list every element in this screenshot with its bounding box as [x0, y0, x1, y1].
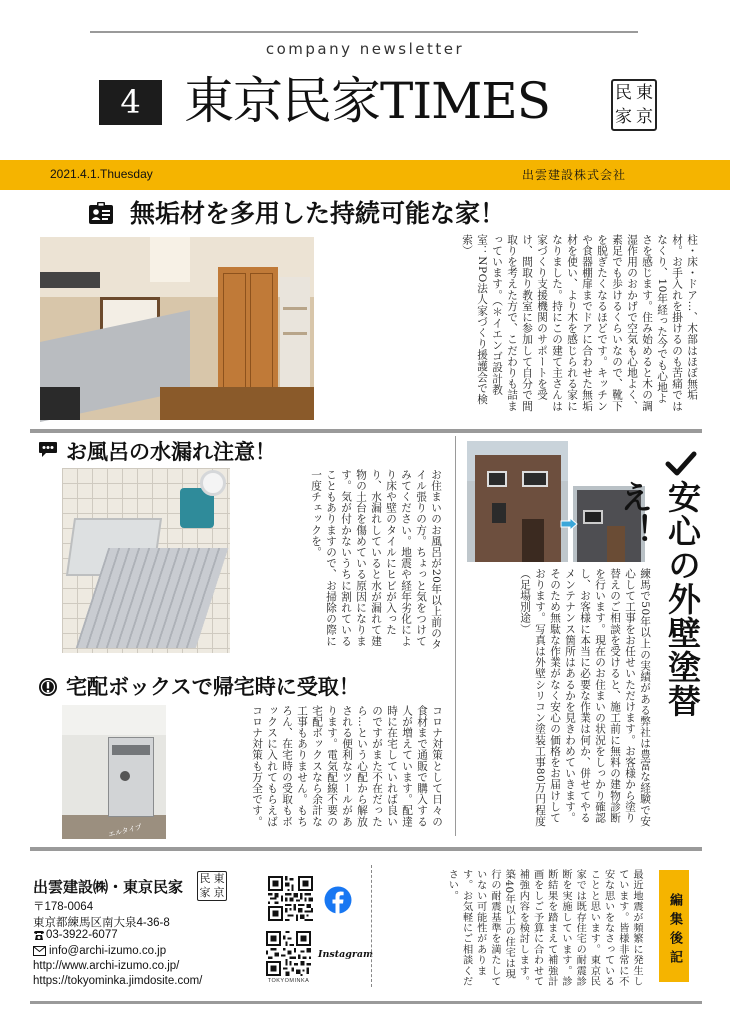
- footer-url-site[interactable]: https://tokyominka.jimdosite.com/: [33, 975, 203, 987]
- house-photo-before: [467, 441, 568, 562]
- arrow-right-icon: [561, 518, 577, 530]
- newsletter-subtitle: company newsletter: [265, 40, 465, 58]
- qr-caption: TOKYOMINKA: [267, 978, 310, 984]
- article3-title: 安心の外壁塗替え！: [615, 480, 702, 718]
- issue-number: 4: [99, 80, 162, 125]
- phone-icon: [33, 930, 45, 941]
- footer-url-company[interactable]: http://www.archi-izumo.co.jp/: [33, 960, 180, 972]
- editor-note-body: 最近地震が頻繁に発生しています。皆様非常に不安な思いをなさっていることと思います。東京民家では既存住宅の耐震診断を実施しています。診断結果を踏まえて補強計画をしご予算に合わせて補強内容を検討します。築40年以上の住宅は現行の耐震基準を満たしていない可能性があります。お気軽にご相談ください。: [446, 869, 642, 987]
- logo-char: 京: [213, 886, 225, 899]
- logo-char: 家: [199, 886, 211, 899]
- qr-code-instagram[interactable]: [266, 931, 311, 976]
- footer-email-row: [33, 945, 166, 957]
- article4-title: 宅配ボックスで帰宅時に受取！: [66, 674, 360, 699]
- footer-email[interactable]: info@archi-izumo.co.jp: [49, 945, 167, 957]
- section-divider: [30, 429, 702, 433]
- footer-phone[interactable]: 03-3922-6077: [46, 929, 118, 941]
- article2-body: お住まいのお風呂が20年以上前のタイル張りの方。ちょっと気をつけてみてください。地震や経年劣化により床や壁のタイルにヒビが入ったり、水漏れしていると水が漏れて建物の土台を傷めている原因になります。気が付かないうちに割れていることもありますので、お掃除の際に一度チェックを。: [310, 469, 442, 650]
- top-rule: [90, 31, 638, 33]
- logo-char: 京: [636, 107, 653, 127]
- delivery-box-photo: [62, 705, 166, 839]
- newsletter-title: 東京民家TIMES: [184, 72, 551, 130]
- tokyo-minka-logo: [611, 79, 657, 131]
- logo-char: 民: [199, 872, 211, 885]
- exclamation-circle-icon: [38, 677, 58, 697]
- article1-body: 柱・床・ドア…、木部はほぼ無垢材。お手入れを掛けるのも苦痛ではなくり、10年経った今でも心地よさを感じます。住み始めると木の調湿作用のおかげで空気も心地よく、素足でも歩けるくらいなので、靴下を脱ぎたくなるほどです。キッチンや食器棚扉までドアに合わせた無垢材を使い、より木を感じられる家になりました。持にこの建て主さんは家づくり支援機関のサポートを受け、間取り教室に参加して自分で間取りを考えた方で、こだわりも詰まっています。（＊イエンゴ設計教室：NPO法人家づくり援護会で検索）: [461, 234, 698, 412]
- checkmark-icon: [666, 451, 696, 477]
- footer-logo: [197, 871, 227, 901]
- qr-code-website[interactable]: [268, 876, 313, 921]
- logo-char: 東: [213, 872, 225, 885]
- footer-phone-row: [33, 929, 118, 941]
- editor-divider: [371, 865, 372, 987]
- article1-title: 無垢材を多用した持続可能な家！: [130, 199, 506, 228]
- id-card-icon: [88, 202, 114, 226]
- section-divider: [30, 847, 702, 851]
- article2-title: お風呂の水漏れ注意！: [66, 439, 276, 464]
- article4-body: コロナ対策として日々の食材まで通販で購入する人が増えています。配達時に在宅していれば良いのですがまた不在だったら…という心配から解放される便利なツールがあります。電気配線不要の宅配ボックスなら余計な工事もありません。もちろん、在宅時の受取もボックスに入れてもらえばコロナ対策も万全です。: [251, 705, 443, 828]
- email-icon: [33, 946, 46, 956]
- logo-char: 民: [615, 83, 632, 103]
- logo-char: 家: [615, 107, 632, 127]
- speech-bubble-icon: [38, 441, 58, 458]
- footer-address: 東京都練馬区南大泉4-36-8: [33, 917, 170, 929]
- footer-zip: 〒178-0064: [33, 901, 94, 913]
- photo-caption: エルタイプ: [107, 823, 143, 840]
- footer-company: 出雲建設㈱・東京民家: [33, 878, 184, 896]
- bottom-rule: [30, 1001, 702, 1004]
- column-divider: [455, 436, 456, 836]
- editor-note-label: 編集後記: [659, 870, 689, 982]
- facebook-icon[interactable]: [324, 886, 352, 914]
- company-name: 出雲建設株式会社: [522, 168, 627, 182]
- logo-char: 東: [636, 83, 653, 103]
- instagram-label[interactable]: Instagram: [318, 949, 374, 960]
- kitchen-photo: [40, 237, 314, 420]
- article3-body: 練馬で50年以上の実績がある弊社は豊富な経験で安心して工事をお任せいただけます。お客様から塗り替えのご相談を受けると、施工前に無料の建物診断を行います。現在のお住まいの状況をしっかり確認し、お客様に本当に必要な作業は何か、併せてやるメンテナンス箇所はあるかを見きわめていきます。そのため無駄な作業がなく安心の価格をお届けしております。写真は外壁シリコン塗装工事80万円程度（足場別途）: [519, 568, 651, 827]
- issue-date: 2021.4.1.Thuesday: [50, 167, 153, 181]
- bathroom-photo: [62, 468, 230, 653]
